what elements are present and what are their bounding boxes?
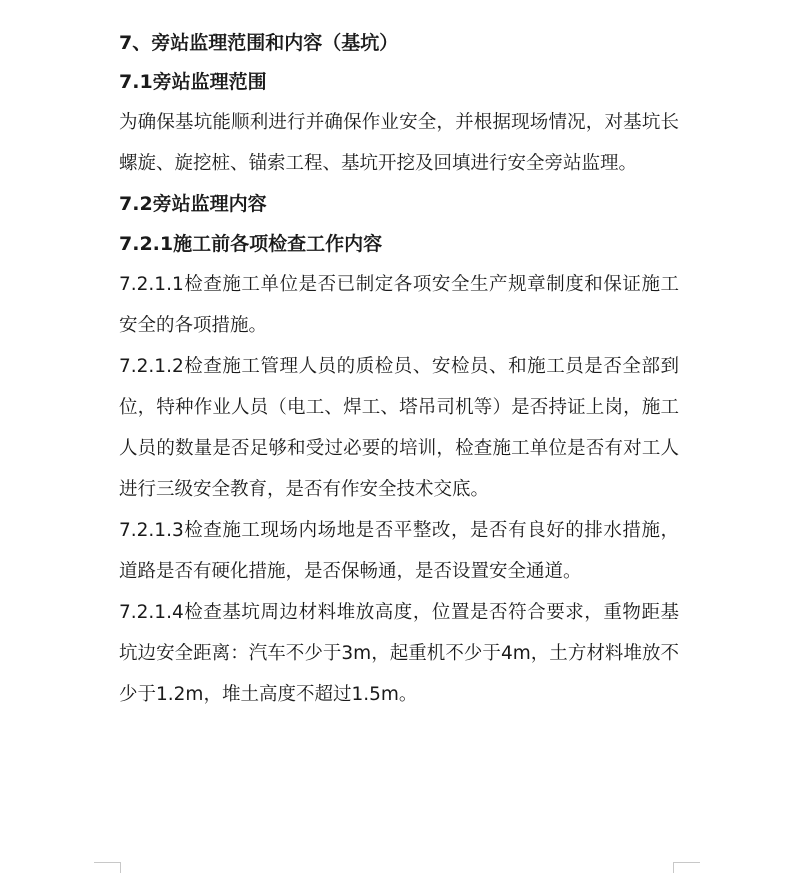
document-body (119, 24, 679, 715)
paragraph-7-2-1-2: 7.2.1.2检查施工管理人员的质检员、安检员、和施工员是否全部到位，特种作业人员（电工、焊工、塔吊司机等）是否持证上岗，施工人员的数量是否足够和受过必要的培训，检查施工单位是否有对工人进行三级安全教育，是否有作安全技术交底。 (119, 356, 679, 500)
paragraph-7-2-1-1: 7.2.1.1检查施工单位是否已制定各项安全生产规章制度和保证施工安全的各项措施。 (119, 274, 679, 336)
section-heading-7-1: 7.1旁站监理范围 (119, 71, 267, 93)
paragraph-7-2-1-3: 7.2.1.3检查施工现场内场地是否平整改，是否有良好的排水措施，道路是否有硬化措施，是否保畅通，是否设置安全通道。 (119, 520, 679, 582)
section-heading-7-2: 7.2旁站监理内容 (119, 193, 267, 215)
paragraph-7-2-1-4: 7.2.1.4检查基坑周边材料堆放高度，位置是否符合要求，重物距基坑边安全距离：汽车不少于3m，起重机不少于4m，土方材料堆放不少于1.2m，堆土高度不超过1.5m。 (119, 602, 679, 705)
paragraph-7-1: 为确保基坑能顺利进行并确保作业安全，并根据现场情况，对基坑长螺旋、旋挖桩、锚索工程、基坑开挖及回填进行安全旁站监理。 (119, 112, 679, 174)
section-heading-7: 7、旁站监理范围和内容（基坑） (119, 32, 399, 54)
section-heading-7-2-1: 7.2.1施工前各项检查工作内容 (119, 233, 383, 255)
margin-corner-mark-left (94, 862, 121, 873)
margin-corner-mark-right (673, 862, 700, 873)
